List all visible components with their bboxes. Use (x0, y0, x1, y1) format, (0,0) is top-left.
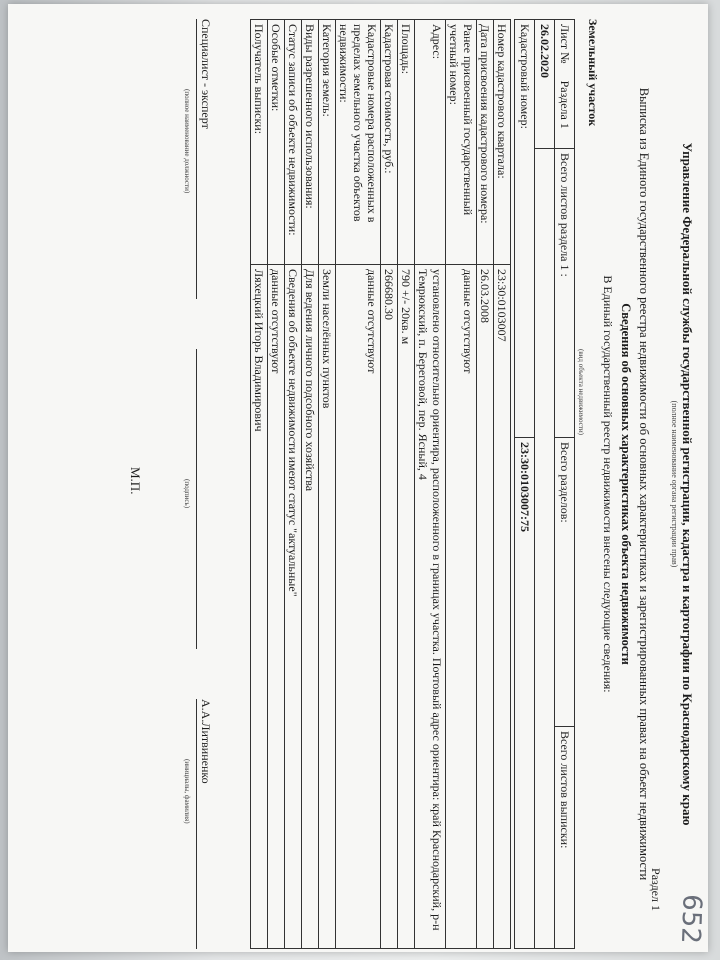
cadastral-value-cell: 23:30:0103007:75 (515, 438, 535, 949)
signature-caption: (подпись) (183, 479, 191, 509)
table-row (268, 20, 285, 949)
signature-line (196, 349, 213, 649)
name-caption: (инициалы, фамилия) (183, 759, 191, 824)
row-label: Кадастровая стоимость, руб.: (381, 20, 398, 265)
signer-role: Специалист - эксперт (199, 19, 213, 129)
empty-cell (535, 149, 555, 949)
sheet-info-table (514, 19, 575, 949)
row-value: Для ведения личного подсобного хозяйства (302, 265, 319, 949)
document-sheet (8, 4, 708, 952)
role-caption: (полное наименование должности) (183, 89, 191, 194)
cadastral-label-cell: Кадастровый номер: (515, 20, 535, 438)
extract-title: Выписка из Единого государственного реестра недвижимости об основных характеристиках и зарегистрированных правах на объект недвижимости (637, 87, 651, 881)
row-label: Кадастровые номера расположенных в пределах земельного участка объектов недвижимости: (336, 20, 381, 265)
row-label: Статус записи об объекте недвижимости: (285, 20, 302, 265)
agency-caption: (полное наименование органа регистрации прав) (670, 400, 679, 568)
sheet-no-label: Лист № (558, 24, 572, 64)
row-value: данные отсутствуют (336, 265, 381, 949)
row-value: 26.03.2008 (477, 265, 494, 949)
table-row (302, 20, 319, 949)
row-label: Особые отметки: (268, 20, 285, 265)
object-type-caption: (вид объекта недвижимости) (577, 349, 585, 435)
row-label: Площадь: (398, 20, 415, 265)
table-row (415, 20, 446, 949)
agency-title: Управление Федеральной службы государственной регистрации, кадастра и картографии по Краснодарскому краю (680, 142, 695, 826)
total-sections-cell: Всего разделов: (555, 438, 575, 727)
row-value: Ляхецкий Игорь Владимирович (251, 265, 268, 949)
row-value: 790 +/- 20кв. м (398, 265, 415, 949)
table-row (336, 20, 381, 949)
row-label: Ранее присвоенный государственный учетный номер: (446, 20, 477, 265)
rotated-document (23, 19, 713, 949)
total-sheets-extract-cell: Всего листов выписки: (555, 727, 575, 949)
row-label: Виды разрешенного использования: (302, 20, 319, 265)
object-type: Земельный участок (586, 19, 600, 127)
name-line (196, 699, 213, 949)
section-title: Сведения об основных характеристиках объекта недвижимости (619, 303, 633, 665)
table-row (477, 20, 494, 949)
table-row (381, 20, 398, 949)
row-label: Получатель выписки: (251, 20, 268, 265)
date-cell: 26.02.2020 (535, 20, 555, 149)
signer-name: А.А.Литвиненко (199, 699, 213, 784)
row-value: Земли населённых пунктов (319, 265, 336, 949)
table-row (398, 20, 415, 949)
row-value: 23:30:0103007 (494, 265, 511, 949)
table-row (251, 20, 268, 949)
stamp-place: М.П. (128, 467, 143, 495)
sheet-no-cell (555, 20, 575, 149)
row-value: Сведения об объекте недвижимости имеют статус "актуальные" (285, 265, 302, 949)
table-row (285, 20, 302, 949)
table-row (446, 20, 477, 949)
row-value: данные отсутствуют (268, 265, 285, 949)
row-label: Дата присвоения кадастрового номера: (477, 20, 494, 265)
row-value: установлено относительно ориентира, расположенного в границах участка. Почтовый адрес ориентира: край Краснодарский, р-н Темрюкский, п. Береговой, пер. Ясный, 4 (415, 265, 446, 949)
row-label: Номер кадастрового квартала: (494, 20, 511, 265)
characteristics-table (250, 19, 511, 949)
table-row (494, 20, 511, 949)
intro-text: В Единый государственный реестр недвижимости внесены следующие сведения: (601, 275, 615, 693)
handwritten-note: 652 (674, 893, 707, 945)
section-no-label: Раздела 1 (558, 80, 572, 129)
section-label: Раздел 1 (649, 868, 663, 911)
table-row (319, 20, 336, 949)
total-sheets-section-cell: Всего листов раздела 1 : (555, 149, 575, 438)
role-line (196, 19, 213, 299)
row-label: Адрес: (415, 20, 446, 265)
row-value: 266680.30 (381, 265, 398, 949)
row-label: Категория земель: (319, 20, 336, 265)
row-value: данные отсутствуют (446, 265, 477, 949)
